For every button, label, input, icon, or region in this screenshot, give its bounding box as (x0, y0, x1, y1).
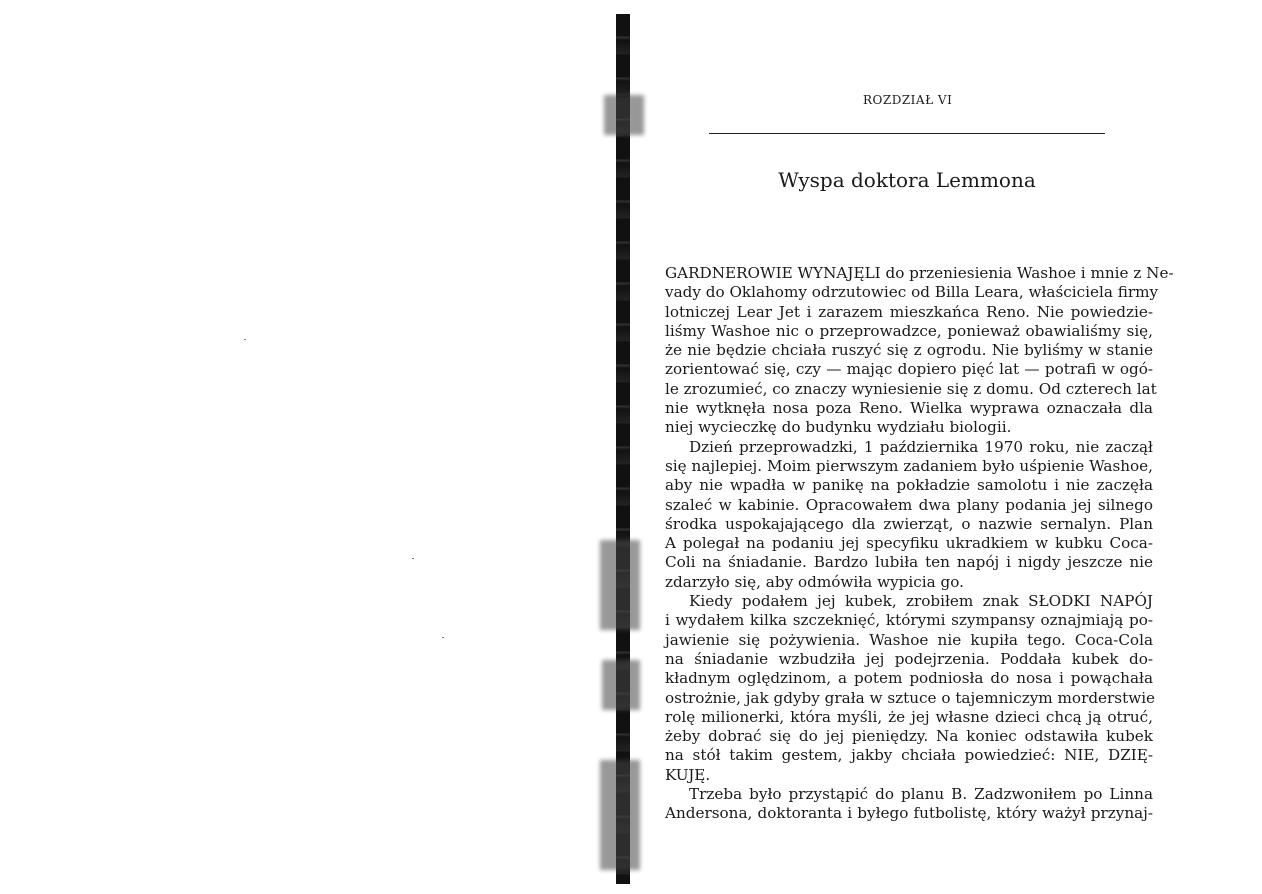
text-line: i wydałem kilka szczeknięć, którymi szympansy oznajmiają po- (665, 611, 1153, 630)
text-line: niej wycieczkę do budynku wydziału biologii. (665, 418, 1012, 437)
text-line: vady do Oklahomy odrzutowiec od Billa Leara, właściciela firmy (665, 283, 1159, 302)
scan-smudge (600, 760, 640, 870)
text-line: jawienie się pożywienia. Washoe nie kupiła tego. Coca-Cola (665, 630, 1153, 649)
chapter-title: Wyspa doktora Lemmona (778, 168, 1036, 192)
text-line: le zrozumieć, co znaczy wyniesienie się z domu. Od czterech lat (665, 379, 1157, 398)
scan-smudge (600, 540, 640, 630)
scan-smudge (604, 95, 644, 135)
scan-speck (442, 637, 444, 638)
text-line: żeby dobrać się do jej pieniędzy. Na koniec odstawiła kubek (665, 727, 1153, 746)
text-line: A polegał na podaniu jej specyfiku ukradkiem w kubku Coca- (665, 534, 1153, 553)
chapter-body-text (665, 264, 1174, 824)
text-line: zdarzyło się, aby odmówiła wypicia go. (665, 572, 964, 591)
text-line: szaleć w kabinie. Opracowałem dwa plany podania jej silnego (665, 495, 1153, 514)
text-line: lotniczej Lear Jet i zarazem mieszkańca Reno. Nie powiedzie- (665, 302, 1153, 321)
book-spine-gutter (616, 14, 630, 884)
text-line: KUJĘ. (665, 765, 711, 784)
text-line: że nie będzie chciała ruszyć się z ogrodu. Nie byliśmy w stanie (665, 341, 1153, 360)
text-line: środka uspokajającego dla zwierząt, o nazwie sernalyn. Plan (665, 514, 1153, 533)
text-line: aby nie wpadła w panikę na pokładzie samolotu i nie zaczęła (665, 476, 1153, 495)
text-line: Andersona, doktoranta i byłego futbolistę, który ważył przynaj- (665, 804, 1153, 823)
scan-speck (412, 558, 414, 559)
text-line: Coli na śniadanie. Bardzo lubiła ten napój i nigdy jeszcze nie (665, 553, 1153, 572)
chapter-label: ROZDZIAŁ VI (863, 93, 953, 107)
text-line: Trzeba było przystąpić do planu B. Zadzwoniłem po Linna (689, 785, 1153, 804)
text-line: zorientować się, czy — mając dopiero pięć lat — potrafi w ogó- (665, 360, 1153, 379)
text-line: Dzień przeprowadzki, 1 października 1970 roku, nie zaczął (689, 437, 1153, 456)
text-line: nie wytknęła nosa poza Reno. Wielka wyprawa oznaczała dla (665, 399, 1153, 418)
text-line: liśmy Washoe nic o przeprowadzce, ponieważ obawialiśmy się, (665, 321, 1153, 340)
text-line: GARDNEROWIE WYNAJĘLI do przeniesienia Washoe i mnie z Ne- (665, 264, 1174, 282)
text-line: rolę milionerki, która myśli, że jej własne dzieci chcą ją otruć, (665, 707, 1153, 726)
text-line: kładnym oględzinom, a potem podniosła do nosa i powąchała (665, 669, 1153, 688)
text-line: na stół takim gestem, jakby chciała powiedzieć: NIE, DZIĘ- (665, 746, 1153, 765)
scan-smudge (602, 660, 640, 710)
text-line: ostrożnie, jak gdyby grała w sztuce o tajemniczym morderstwie (665, 688, 1156, 707)
text-line: się najlepiej. Moim pierwszym zadaniem było uśpienie Washoe, (665, 456, 1153, 475)
text-line: na śniadanie wzbudziła jej podejrzenia. Poddała kubek do- (665, 649, 1153, 668)
text-line: Kiedy podałem jej kubek, zrobiłem znak SŁODKI NAPÓJ (689, 592, 1153, 611)
scan-speck (244, 339, 246, 340)
chapter-rule (709, 133, 1105, 134)
